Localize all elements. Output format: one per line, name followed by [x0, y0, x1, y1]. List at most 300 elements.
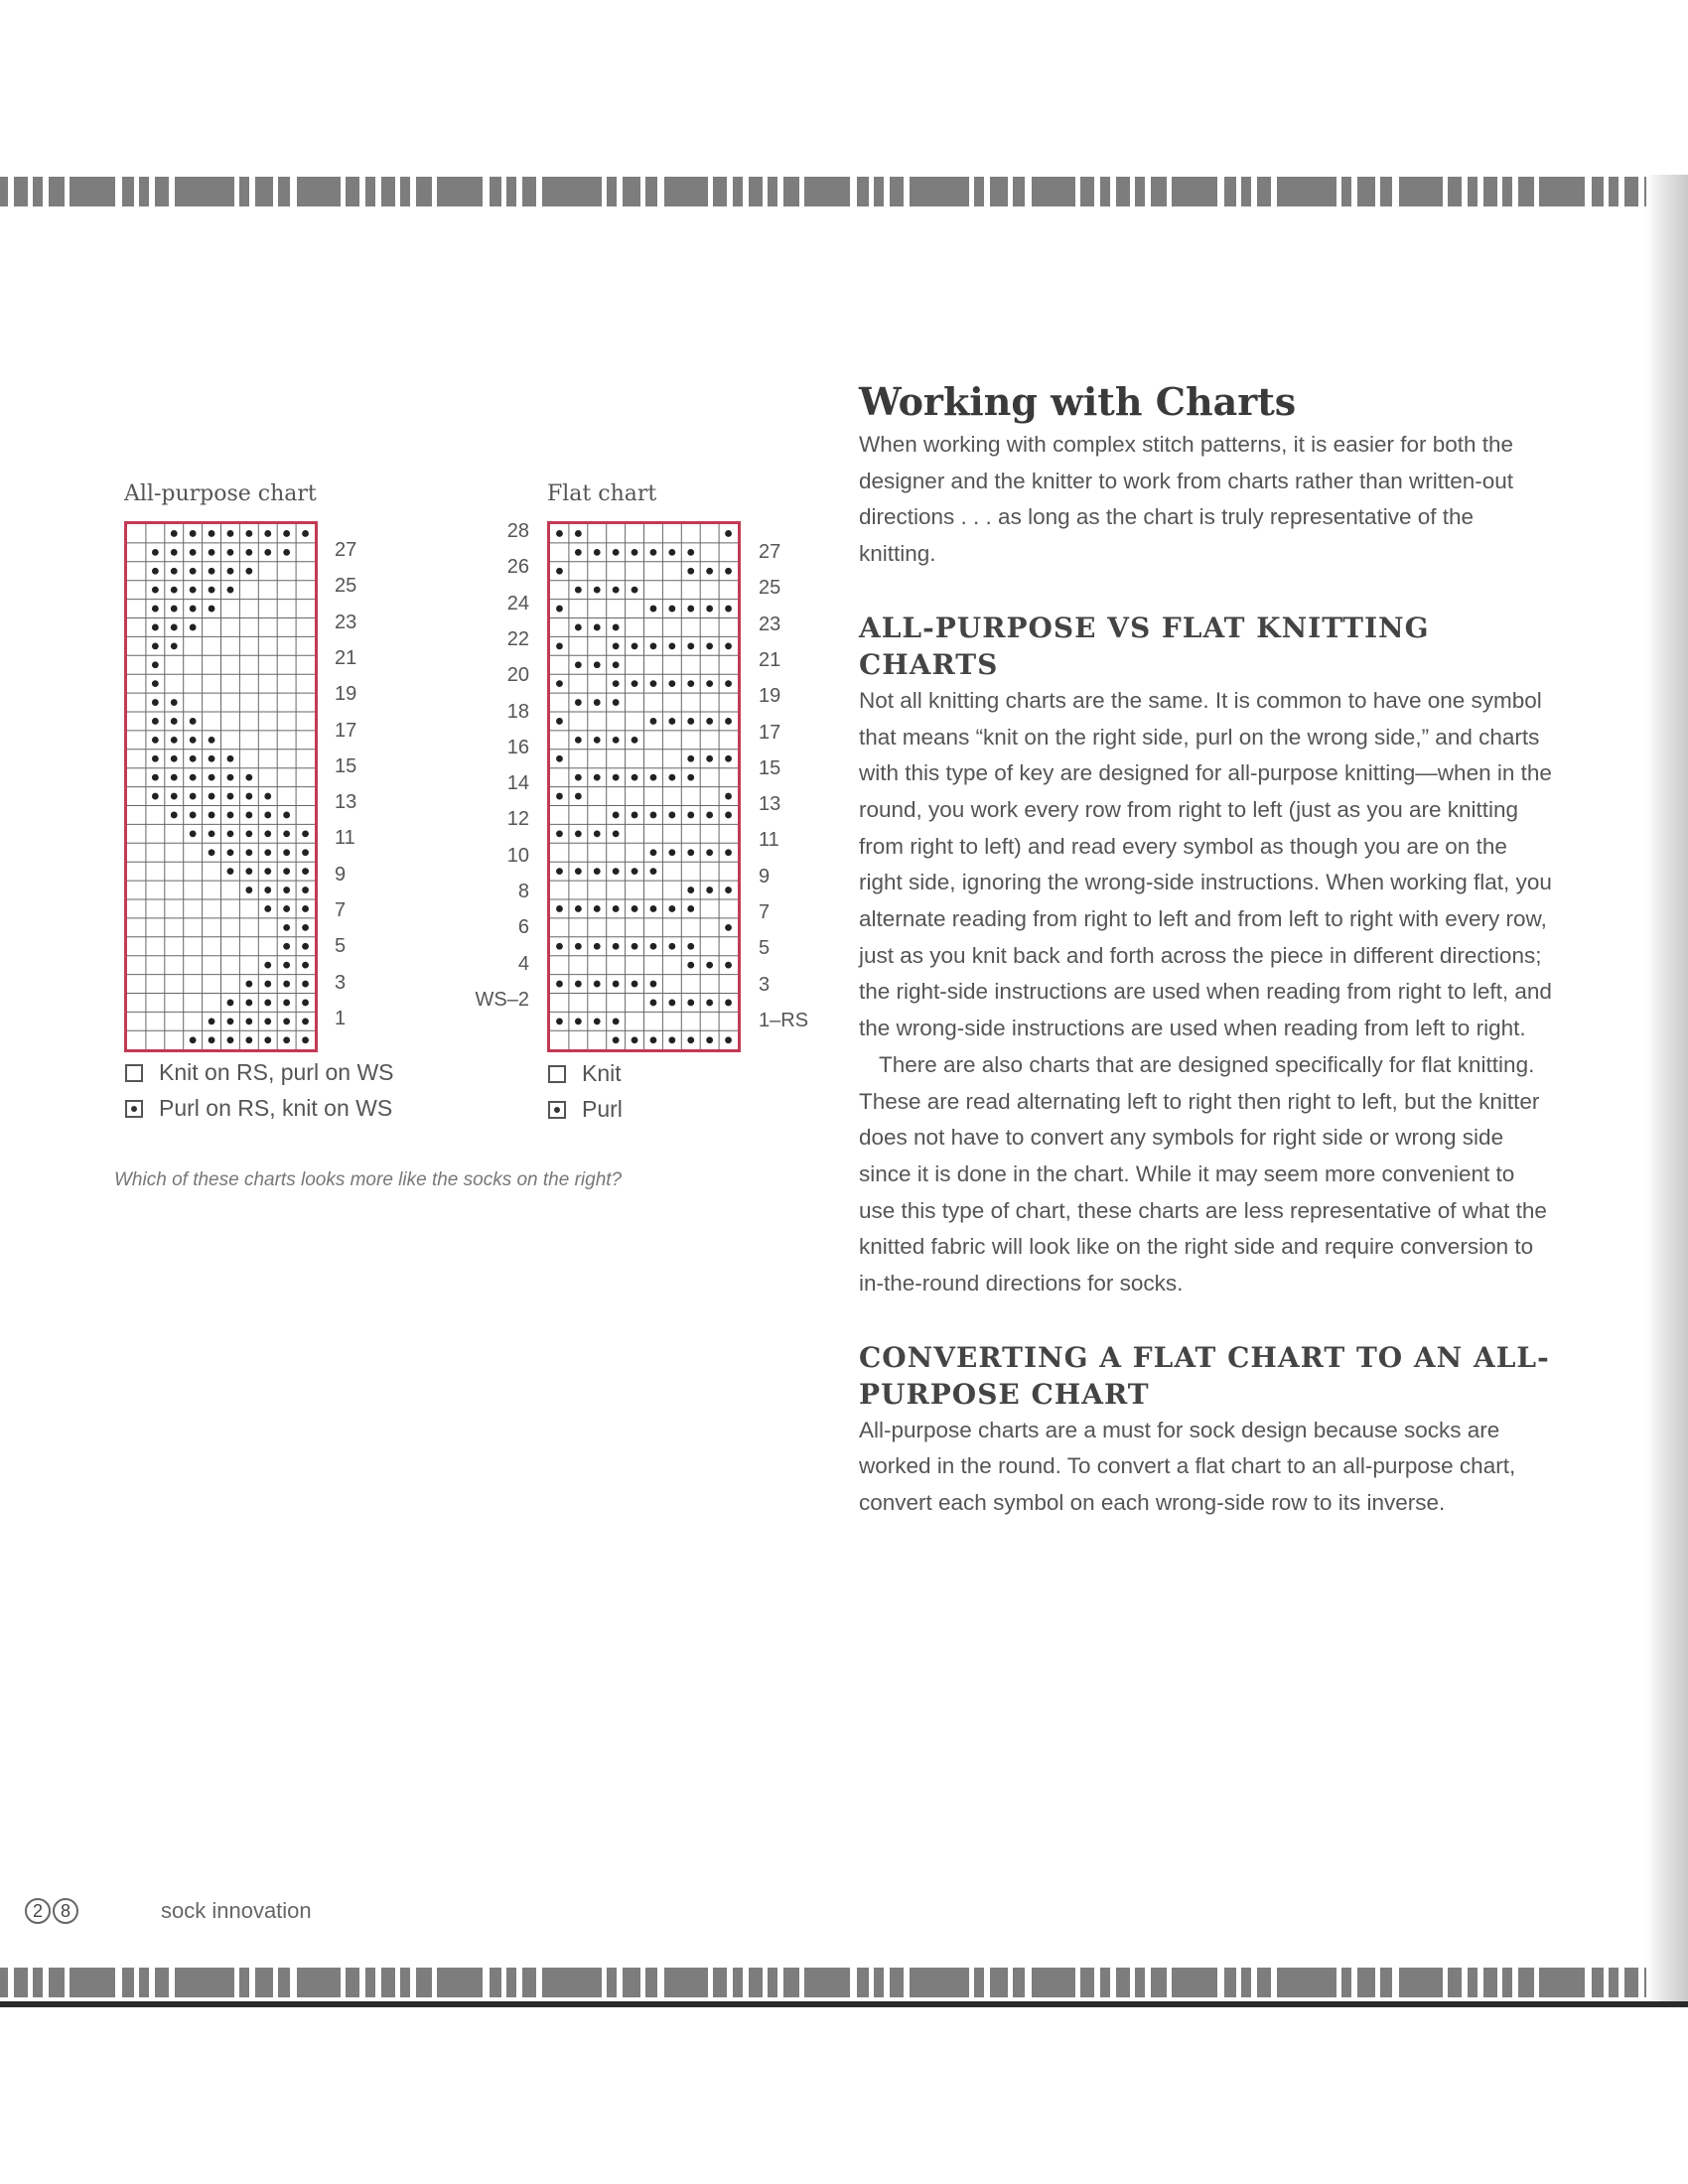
- section-heading-2: CONVERTING A FLAT CHART TO AN ALL-PURPOSE CHART: [859, 1340, 1550, 1411]
- purl-dot: [687, 943, 694, 950]
- purl-dot: [190, 793, 197, 800]
- purl-dot: [613, 812, 620, 819]
- purl-dot: [171, 755, 178, 762]
- purl-dot: [209, 1018, 215, 1024]
- purl-dot: [668, 905, 675, 912]
- purl-dot: [725, 680, 732, 687]
- stitch-grid: [550, 524, 738, 1049]
- purl-dot: [575, 661, 582, 668]
- purl-dot: [687, 549, 694, 556]
- purl-dot: [190, 568, 197, 575]
- purl-dot: [613, 642, 620, 649]
- purl-dot: [668, 642, 675, 649]
- purl-dot: [245, 830, 252, 837]
- purl-dot: [650, 606, 657, 613]
- purl-dot: [613, 699, 620, 706]
- purl-dot: [190, 830, 197, 837]
- purl-dot: [706, 568, 713, 575]
- row-label: 17: [759, 721, 781, 744]
- purl-dot: [668, 774, 675, 781]
- purl-dot: [264, 887, 271, 893]
- purl-dot: [302, 981, 309, 988]
- bottom-stripe-band: [0, 1966, 1688, 1999]
- purl-dot: [575, 624, 582, 631]
- purl-dot: [575, 981, 582, 988]
- purl-dot: [687, 718, 694, 725]
- row-label: 8: [517, 881, 529, 902]
- empty-square-icon: [125, 1064, 143, 1082]
- purl-dot: [227, 774, 234, 781]
- page-digit: 8: [53, 1898, 78, 1924]
- purl-dot: [613, 661, 620, 668]
- purl-dot: [594, 587, 601, 594]
- row-label: 14: [506, 772, 529, 795]
- purl-dot: [264, 812, 271, 819]
- purl-dot: [209, 849, 215, 856]
- purl-dot: [650, 943, 657, 950]
- purl-dot: [190, 755, 197, 762]
- purl-dot: [227, 830, 234, 837]
- purl-dot: [706, 680, 713, 687]
- purl-dot: [152, 699, 159, 706]
- purl-dot: [575, 943, 582, 950]
- purl-dot: [613, 943, 620, 950]
- purl-dot: [245, 1018, 252, 1024]
- purl-dot: [152, 793, 159, 800]
- row-label: 21: [759, 648, 781, 671]
- row-label: 9: [335, 863, 347, 886]
- section-2-paragraph-1: All-purpose charts are a must for sock design because socks are worked in the round. To convert a flat chart to an all-purpose chart, convert each symbol on each wrong-side row to its inverse.: [859, 1417, 1516, 1516]
- purl-dot: [725, 755, 732, 762]
- purl-dot: [190, 718, 197, 725]
- purl-dot: [283, 887, 290, 893]
- intro-paragraph: When working with complex stitch patterns, it is easier for both the designer and the knitter to work from charts rather than written-out directions . . . as long as the chart is truly representative of the knitting.: [859, 432, 1514, 567]
- purl-dot: [190, 1036, 197, 1043]
- purl-dot: [283, 868, 290, 875]
- page-digit: 2: [25, 1898, 51, 1924]
- purl-dot: [613, 680, 620, 687]
- purl-dot: [171, 587, 178, 594]
- purl-dot: [725, 530, 732, 537]
- purl-dot: [556, 606, 563, 613]
- row-label: 23: [335, 611, 357, 633]
- purl-dot: [152, 774, 159, 781]
- purl-dot: [594, 774, 601, 781]
- purl-dot: [594, 661, 601, 668]
- purl-dot: [152, 606, 159, 613]
- purl-dot: [171, 793, 178, 800]
- purl-dot: [556, 943, 563, 950]
- purl-dot: [650, 774, 657, 781]
- purl-dot: [725, 924, 732, 931]
- purl-dot: [283, 924, 290, 931]
- purl-dot: [556, 718, 563, 725]
- purl-dot: [668, 549, 675, 556]
- purl-dot: [264, 905, 271, 912]
- purl-dot: [227, 1018, 234, 1024]
- purl-dot: [283, 812, 290, 819]
- purl-dot: [302, 905, 309, 912]
- purl-dot: [632, 981, 638, 988]
- purl-dot: [283, 1036, 290, 1043]
- dot-square-icon: [125, 1100, 143, 1118]
- purl-dot: [613, 587, 620, 594]
- row-label: 13: [759, 793, 781, 816]
- purl-dot: [632, 812, 638, 819]
- purl-dot: [171, 549, 178, 556]
- top-stripe-band: [0, 175, 1668, 208]
- row-label: 3: [759, 973, 771, 996]
- purl-dot: [556, 981, 563, 988]
- purl-dot: [650, 642, 657, 649]
- purl-dot: [283, 943, 290, 950]
- purl-dot: [245, 887, 252, 893]
- purl-dot: [152, 549, 159, 556]
- purl-dot: [594, 549, 601, 556]
- purl-dot: [687, 606, 694, 613]
- purl-dot: [264, 868, 271, 875]
- purl-dot: [725, 812, 732, 819]
- purl-dot: [283, 549, 290, 556]
- purl-dot: [556, 1018, 563, 1024]
- purl-dot: [227, 849, 234, 856]
- purl-dot: [171, 642, 178, 649]
- purl-dot: [575, 905, 582, 912]
- purl-dot: [245, 1000, 252, 1007]
- running-head: sock innovation: [161, 1898, 312, 1923]
- purl-dot: [575, 699, 582, 706]
- purl-dot: [650, 812, 657, 819]
- purl-dot: [152, 680, 159, 687]
- row-label: 23: [759, 613, 781, 635]
- row-label: 11: [759, 829, 779, 852]
- purl-dot: [283, 830, 290, 837]
- purl-dot: [245, 812, 252, 819]
- purl-dot: [668, 943, 675, 950]
- purl-dot: [264, 981, 271, 988]
- purl-dot: [613, 905, 620, 912]
- purl-dot: [227, 793, 234, 800]
- purl-dot: [650, 718, 657, 725]
- purl-dot: [706, 1000, 713, 1007]
- purl-dot: [190, 624, 197, 631]
- purl-dot: [706, 718, 713, 725]
- purl-dot: [725, 849, 732, 856]
- purl-dot: [302, 962, 309, 969]
- purl-dot: [706, 642, 713, 649]
- purl-dot: [556, 642, 563, 649]
- purl-dot: [613, 549, 620, 556]
- purl-dot: [725, 1036, 732, 1043]
- purl-dot: [283, 530, 290, 537]
- purl-dot: [209, 1036, 215, 1043]
- row-label: 1: [335, 1007, 347, 1029]
- purl-dot: [725, 642, 732, 649]
- purl-dot: [190, 774, 197, 781]
- purl-dot: [302, 887, 309, 893]
- purl-dot: [687, 568, 694, 575]
- purl-dot: [725, 718, 732, 725]
- purl-dot: [171, 624, 178, 631]
- purl-dot: [190, 812, 197, 819]
- purl-dot: [171, 812, 178, 819]
- purl-dot: [632, 1036, 638, 1043]
- row-label: 20: [506, 664, 529, 687]
- purl-dot: [209, 606, 215, 613]
- purl-dot: [706, 812, 713, 819]
- purl-dot: [668, 680, 675, 687]
- purl-dot: [556, 868, 563, 875]
- purl-dot: [227, 1000, 234, 1007]
- purl-dot: [632, 774, 638, 781]
- row-label: 17: [335, 719, 357, 742]
- row-label: 15: [759, 756, 781, 779]
- purl-dot: [227, 549, 234, 556]
- purl-dot: [725, 887, 732, 893]
- purl-dot: [650, 868, 657, 875]
- purl-dot: [594, 981, 601, 988]
- purl-dot: [613, 830, 620, 837]
- purl-dot: [283, 981, 290, 988]
- purl-dot: [687, 774, 694, 781]
- purl-dot: [245, 549, 252, 556]
- purl-dot: [209, 549, 215, 556]
- row-label: 28: [506, 520, 529, 542]
- purl-dot: [209, 587, 215, 594]
- purl-dot: [283, 1000, 290, 1007]
- page-number: [25, 1898, 78, 1924]
- row-label: WS–2: [475, 988, 529, 1011]
- purl-dot: [632, 905, 638, 912]
- purl-dot: [594, 868, 601, 875]
- purl-dot: [575, 793, 582, 800]
- purl-dot: [302, 1036, 309, 1043]
- purl-dot: [302, 868, 309, 875]
- purl-dot: [245, 1036, 252, 1043]
- purl-dot: [650, 849, 657, 856]
- purl-dot: [264, 1036, 271, 1043]
- row-label: 11: [335, 827, 355, 850]
- purl-dot: [594, 737, 601, 744]
- purl-dot: [556, 755, 563, 762]
- purl-dot: [575, 737, 582, 744]
- row-label: 25: [335, 575, 357, 598]
- row-label: 5: [759, 937, 771, 960]
- section-1-paragraph-1: Not all knitting charts are the same. It is common to have one symbol that means “knit on the right side, purl on the wrong side,” and charts with this type of key are designed for all-purpose knitting—when in the round, you work every row from right to left (just as you are knitting from right to left) and read every symbol as though you are on the right side, ignoring the wrong-side instructions. When working flat, you alternate reading from right to left and from left to right with every row, just as you knit back and forth across the piece in different directions; the right-side instructions are used when reading from right to left, and the wrong-side instructions are used when reading from left to right.: [859, 687, 1552, 1041]
- flat-chart-grid: [547, 521, 741, 1052]
- purl-dot: [209, 530, 215, 537]
- purl-dot: [152, 718, 159, 725]
- purl-dot: [209, 755, 215, 762]
- purl-dot: [706, 606, 713, 613]
- purl-dot: [575, 530, 582, 537]
- all-purpose-chart-title: All-purpose chart: [124, 481, 317, 506]
- row-label: 5: [335, 935, 347, 958]
- row-label: 9: [759, 865, 771, 887]
- purl-dot: [190, 606, 197, 613]
- purl-dot: [706, 962, 713, 969]
- purl-dot: [190, 737, 197, 744]
- purl-dot: [613, 774, 620, 781]
- legend-knit-rs: Knit on RS, purl on WS: [125, 1059, 394, 1086]
- purl-dot: [650, 1000, 657, 1007]
- purl-dot: [668, 849, 675, 856]
- row-label: 19: [759, 685, 781, 708]
- purl-dot: [706, 1036, 713, 1043]
- purl-dot: [245, 849, 252, 856]
- purl-dot: [152, 624, 159, 631]
- row-label: 27: [335, 539, 357, 561]
- article-column: [859, 377, 1554, 1522]
- legend-purl-rs: Purl on RS, knit on WS: [125, 1095, 392, 1122]
- purl-dot: [687, 962, 694, 969]
- purl-dot: [283, 962, 290, 969]
- legend-purl: Purl: [548, 1096, 623, 1123]
- purl-dot: [650, 905, 657, 912]
- legend-knit: Knit: [548, 1060, 622, 1087]
- book-spine-shadow: [1646, 175, 1688, 2001]
- purl-dot: [209, 830, 215, 837]
- purl-dot: [650, 1036, 657, 1043]
- purl-dot: [613, 1018, 620, 1024]
- purl-dot: [245, 530, 252, 537]
- purl-dot: [594, 699, 601, 706]
- purl-dot: [632, 642, 638, 649]
- row-label: 12: [506, 808, 529, 831]
- purl-dot: [575, 1018, 582, 1024]
- purl-dot: [706, 849, 713, 856]
- figure-caption: Which of these charts looks more like the socks on the right?: [114, 1169, 623, 1190]
- purl-dot: [632, 868, 638, 875]
- purl-dot: [209, 568, 215, 575]
- purl-dot: [227, 1036, 234, 1043]
- purl-dot: [556, 680, 563, 687]
- purl-dot: [302, 1018, 309, 1024]
- row-label: 7: [335, 899, 347, 921]
- dot-square-icon: [548, 1101, 566, 1119]
- purl-dot: [227, 812, 234, 819]
- purl-dot: [556, 905, 563, 912]
- purl-dot: [152, 587, 159, 594]
- purl-dot: [613, 1036, 620, 1043]
- purl-dot: [575, 868, 582, 875]
- purl-dot: [632, 587, 638, 594]
- row-label: 24: [506, 592, 529, 614]
- purl-dot: [152, 568, 159, 575]
- purl-dot: [632, 943, 638, 950]
- purl-dot: [302, 924, 309, 931]
- stitch-grid: [127, 524, 315, 1049]
- purl-dot: [706, 887, 713, 893]
- purl-dot: [171, 568, 178, 575]
- purl-dot: [668, 718, 675, 725]
- purl-dot: [594, 830, 601, 837]
- purl-dot: [632, 549, 638, 556]
- purl-dot: [171, 606, 178, 613]
- row-label: 27: [759, 541, 781, 563]
- purl-dot: [613, 981, 620, 988]
- purl-dot: [687, 887, 694, 893]
- row-label: 10: [506, 844, 529, 867]
- section-heading-1: ALL-PURPOSE VS FLAT KNITTING CHARTS: [859, 611, 1430, 681]
- purl-dot: [650, 549, 657, 556]
- purl-dot: [594, 1018, 601, 1024]
- purl-dot: [668, 606, 675, 613]
- purl-dot: [227, 530, 234, 537]
- purl-dot: [687, 755, 694, 762]
- purl-dot: [687, 642, 694, 649]
- purl-dot: [302, 849, 309, 856]
- purl-dot: [575, 549, 582, 556]
- purl-dot: [302, 943, 309, 950]
- purl-dot: [245, 868, 252, 875]
- purl-dot: [264, 830, 271, 837]
- purl-dot: [302, 530, 309, 537]
- purl-dot: [264, 849, 271, 856]
- purl-dot: [264, 1018, 271, 1024]
- row-label: 18: [506, 700, 529, 723]
- purl-dot: [668, 1036, 675, 1043]
- purl-dot: [171, 718, 178, 725]
- purl-dot: [650, 981, 657, 988]
- purl-dot: [264, 549, 271, 556]
- purl-dot: [190, 549, 197, 556]
- purl-dot: [152, 737, 159, 744]
- row-label: 1–RS: [759, 1009, 809, 1031]
- purl-dot: [209, 793, 215, 800]
- purl-dot: [245, 793, 252, 800]
- purl-dot: [190, 530, 197, 537]
- purl-dot: [227, 587, 234, 594]
- all-purpose-chart-grid: [124, 521, 318, 1052]
- row-label: 22: [506, 627, 529, 650]
- purl-dot: [725, 606, 732, 613]
- row-label: 6: [517, 916, 529, 939]
- row-label: 21: [335, 646, 357, 669]
- purl-dot: [283, 1018, 290, 1024]
- purl-dot: [687, 849, 694, 856]
- purl-dot: [209, 774, 215, 781]
- purl-dot: [575, 774, 582, 781]
- purl-dot: [687, 1036, 694, 1043]
- purl-dot: [687, 680, 694, 687]
- purl-dot: [575, 587, 582, 594]
- purl-dot: [556, 793, 563, 800]
- row-label: 13: [335, 791, 357, 814]
- purl-dot: [668, 1000, 675, 1007]
- row-label: 26: [506, 556, 529, 579]
- purl-dot: [209, 812, 215, 819]
- flat-chart-title: Flat chart: [547, 481, 657, 506]
- purl-dot: [594, 943, 601, 950]
- purl-dot: [632, 737, 638, 744]
- purl-dot: [556, 530, 563, 537]
- purl-dot: [668, 812, 675, 819]
- purl-dot: [725, 962, 732, 969]
- row-label: 7: [759, 901, 771, 923]
- purl-dot: [227, 868, 234, 875]
- purl-dot: [227, 568, 234, 575]
- purl-dot: [302, 830, 309, 837]
- section-1-paragraph-2: There are also charts that are designed specifically for flat knitting. These are read alternating left to right then right to left, but the knitter does not have to convert any symbols for right side or wrong side since it is done in the chart. While it may seem more convenient to use this type of chart, these charts are less representative of what the knitted fabric will look like on the right side and require conversion to in-the-round directions for socks.: [859, 1051, 1547, 1297]
- purl-dot: [650, 680, 657, 687]
- purl-dot: [632, 680, 638, 687]
- row-label: 25: [759, 577, 781, 600]
- purl-dot: [171, 699, 178, 706]
- purl-dot: [613, 737, 620, 744]
- row-label: 3: [335, 971, 347, 994]
- purl-dot: [687, 812, 694, 819]
